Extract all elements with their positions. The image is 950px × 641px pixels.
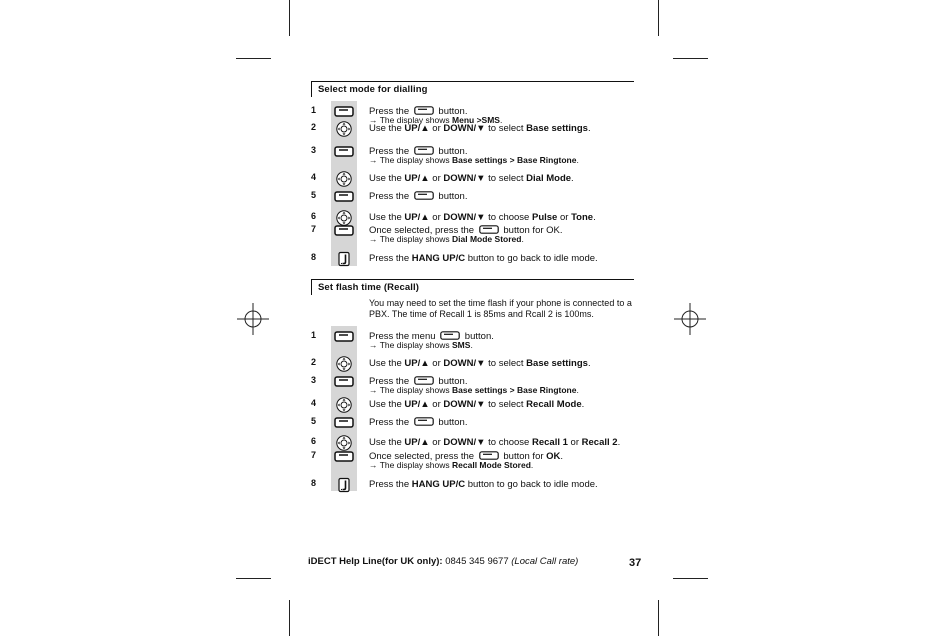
step-text	[369, 479, 598, 490]
emphasis-text: UP/▲	[404, 212, 430, 223]
step-text-part: or	[429, 399, 444, 410]
step-text-part: The display shows	[379, 340, 453, 350]
step-text-part: to select	[485, 123, 527, 134]
step-number: 8	[311, 478, 317, 488]
step-text	[369, 437, 620, 448]
step-text	[369, 358, 591, 369]
step-text	[369, 417, 467, 428]
section-title: Set flash time (Recall)	[318, 282, 420, 293]
emphasis-text: UP/▲	[404, 437, 430, 448]
step-text-part: or	[557, 212, 572, 223]
step-text-part: .	[587, 358, 591, 369]
step-text-part: button.	[435, 376, 468, 387]
nav-key-icon	[333, 171, 355, 187]
help-line-footer	[308, 556, 578, 567]
step-result-text	[369, 155, 579, 165]
step-text-part: button.	[435, 106, 468, 117]
menu-button-icon	[414, 376, 434, 385]
step-text-part: or	[429, 173, 444, 184]
step-number: 4	[311, 172, 317, 182]
step-text-part: to choose	[485, 212, 532, 223]
step-text-part: .	[560, 451, 564, 462]
emphasis-text: UP/▲	[404, 358, 430, 369]
step-number: 6	[311, 436, 317, 446]
step-text-part: or	[429, 358, 444, 369]
registration-mark-icon	[237, 303, 269, 335]
emphasis-text: Base settings	[526, 358, 588, 369]
step-text-part: Use the	[369, 437, 405, 448]
emphasis-text: Tone	[571, 212, 594, 223]
arrow-right-icon: →	[369, 115, 380, 125]
step-text-part: Press the	[369, 417, 412, 428]
emphasis-text: UP/▲	[404, 173, 430, 184]
menu-button-icon	[333, 329, 355, 345]
step-text-part: button.	[435, 146, 468, 157]
step-text-part: button.	[435, 191, 468, 202]
step-text-part: Use the	[369, 212, 405, 223]
step-text-part: button for OK.	[500, 225, 563, 236]
step-text	[369, 173, 574, 184]
nav-key-icon	[333, 397, 355, 413]
step-number: 7	[311, 450, 317, 460]
step-text-part: .	[499, 115, 503, 125]
arrow-right-icon: →	[369, 234, 380, 244]
emphasis-text: DOWN/▼	[443, 212, 486, 223]
step-text	[369, 191, 467, 202]
step-text-part: Once selected, press the	[369, 451, 477, 462]
menu-button-icon	[414, 191, 434, 200]
step-text-part: The display shows	[379, 385, 453, 395]
help-line-phone: 0845 345 9677	[442, 556, 512, 567]
menu-button-icon	[333, 449, 355, 465]
section-set-flash-time	[311, 279, 634, 494]
step-text-part: The display shows	[379, 460, 453, 470]
section-title: Select mode for dialling	[318, 84, 428, 95]
crop-mark	[673, 578, 708, 579]
menu-button-icon	[333, 374, 355, 390]
menu-button-icon	[479, 451, 499, 460]
emphasis-text: DOWN/▼	[443, 437, 486, 448]
step-text-part: Use the	[369, 173, 405, 184]
step-text-part: Use the	[369, 123, 405, 134]
emphasis-text: UP/▲	[404, 123, 430, 134]
step-text	[369, 212, 596, 223]
menu-button-icon	[333, 189, 355, 205]
section-intro: You may need to set the time flash if your phone is connected to a PBX. The time of Recall 1 is 85ms and Rcall 2 is 100ms.	[369, 298, 632, 319]
emphasis-text: Base settings > Base Ringtone	[452, 155, 577, 165]
step-text-part: Use the	[369, 358, 405, 369]
crop-mark	[289, 600, 290, 636]
emphasis-text: Recall 1	[531, 437, 568, 448]
section-header	[311, 279, 634, 295]
step-number: 2	[311, 122, 317, 132]
step-text-part: The display shows	[379, 234, 453, 244]
menu-button-icon	[414, 146, 434, 155]
emphasis-text: HANG UP/C	[411, 479, 466, 490]
menu-button-icon	[333, 415, 355, 431]
emphasis-text: Pulse	[531, 212, 558, 223]
step-text-part: button.	[462, 331, 494, 342]
emphasis-text: DOWN/▼	[443, 173, 486, 184]
step-number: 6	[311, 211, 317, 221]
arrow-right-icon: →	[369, 460, 380, 470]
crop-mark	[236, 58, 271, 59]
step-text-part: Press the	[369, 106, 412, 117]
emphasis-text: Dial Mode	[526, 173, 572, 184]
help-line-label: iDECT Help Line(for UK only):	[308, 556, 443, 567]
step-text-part: or	[429, 123, 444, 134]
step-text-part: to select	[485, 358, 527, 369]
step-text-part: to select	[485, 173, 527, 184]
emphasis-text: Recall 2	[581, 437, 618, 448]
step-text-part: The display shows	[379, 115, 453, 125]
step-result-text	[369, 385, 579, 395]
emphasis-text: Base settings	[526, 123, 588, 134]
hang-up-key-icon	[333, 251, 355, 267]
help-line-rate: (Local Call rate)	[511, 556, 579, 567]
step-text-part: or	[429, 437, 444, 448]
step-number: 4	[311, 398, 317, 408]
emphasis-text: UP/▲	[404, 399, 430, 410]
step-text-part: Press the	[369, 479, 412, 490]
step-number: 1	[311, 105, 317, 115]
menu-button-icon	[333, 223, 355, 239]
menu-button-icon	[440, 331, 460, 340]
emphasis-text: DOWN/▼	[443, 123, 486, 134]
hang-up-key-icon	[333, 477, 355, 493]
step-text-part: Press the menu	[369, 331, 439, 342]
step-result-text	[369, 234, 524, 244]
step-text	[369, 123, 591, 134]
menu-button-icon	[333, 144, 355, 160]
emphasis-text: DOWN/▼	[443, 358, 486, 369]
step-number: 3	[311, 145, 317, 155]
crop-mark	[673, 58, 708, 59]
step-text-part: button to go back to idle mode.	[465, 479, 598, 490]
step-number: 5	[311, 190, 317, 200]
emphasis-text: Menu >SMS	[452, 115, 500, 125]
step-number: 7	[311, 224, 317, 234]
step-text-part: or	[567, 437, 582, 448]
step-number: 8	[311, 252, 317, 262]
menu-button-icon	[479, 225, 499, 234]
section-select-dial-mode	[311, 81, 634, 271]
step-text-part: .	[617, 437, 621, 448]
arrow-right-icon: →	[369, 340, 380, 350]
crop-mark	[658, 600, 659, 636]
step-text-part: The display shows	[379, 155, 453, 165]
arrow-right-icon: →	[369, 155, 380, 165]
menu-button-icon	[414, 417, 434, 426]
step-result-text	[369, 460, 533, 470]
step-text-part: Press the	[369, 146, 412, 157]
step-text-part: .	[593, 212, 596, 223]
step-text-part: or	[429, 212, 444, 223]
step-text-part: .	[571, 173, 574, 184]
emphasis-text: Recall Mode	[526, 399, 582, 410]
registration-mark-icon	[674, 303, 706, 335]
crop-mark	[236, 578, 271, 579]
emphasis-text: SMS	[452, 340, 471, 350]
emphasis-text: Base settings > Base Ringtone	[452, 385, 577, 395]
step-text-part: Press the	[369, 191, 412, 202]
section-header	[311, 81, 634, 97]
crop-mark	[658, 0, 659, 36]
step-number: 1	[311, 330, 317, 340]
step-text-part: Press the	[369, 376, 412, 387]
step-number: 2	[311, 357, 317, 367]
step-text	[369, 399, 584, 410]
step-text-part: Once selected, press the	[369, 225, 477, 236]
emphasis-text: DOWN/▼	[443, 399, 486, 410]
step-text-part: .	[576, 385, 579, 395]
crop-mark	[289, 0, 290, 36]
arrow-right-icon: →	[369, 385, 380, 395]
step-result-text	[369, 340, 473, 350]
menu-button-icon	[414, 106, 434, 115]
emphasis-text: Recall Mode Stored	[452, 460, 531, 470]
page-number: 37	[629, 557, 642, 569]
nav-key-icon	[333, 121, 355, 137]
step-text-part: Press the	[369, 253, 412, 264]
step-text-part: .	[530, 460, 534, 470]
emphasis-text: OK	[546, 451, 561, 462]
step-text-part: .	[587, 123, 591, 134]
step-text-part: button for	[500, 451, 547, 462]
step-text-part: .	[521, 234, 524, 244]
step-text-part: button.	[435, 417, 468, 428]
step-text	[369, 253, 598, 264]
step-text-part: to select	[485, 399, 527, 410]
step-text-part: button to go back to idle mode.	[465, 253, 598, 264]
step-text-part: .	[581, 399, 585, 410]
menu-button-icon	[333, 104, 355, 120]
nav-key-icon	[333, 356, 355, 372]
emphasis-text: Dial Mode Stored	[452, 234, 522, 244]
step-text-part: Use the	[369, 399, 405, 410]
step-text-part: .	[576, 155, 579, 165]
step-number: 5	[311, 416, 317, 426]
step-text-part: .	[470, 340, 473, 350]
step-text-part: to choose	[485, 437, 532, 448]
step-number: 3	[311, 375, 317, 385]
emphasis-text: HANG UP/C	[411, 253, 466, 264]
